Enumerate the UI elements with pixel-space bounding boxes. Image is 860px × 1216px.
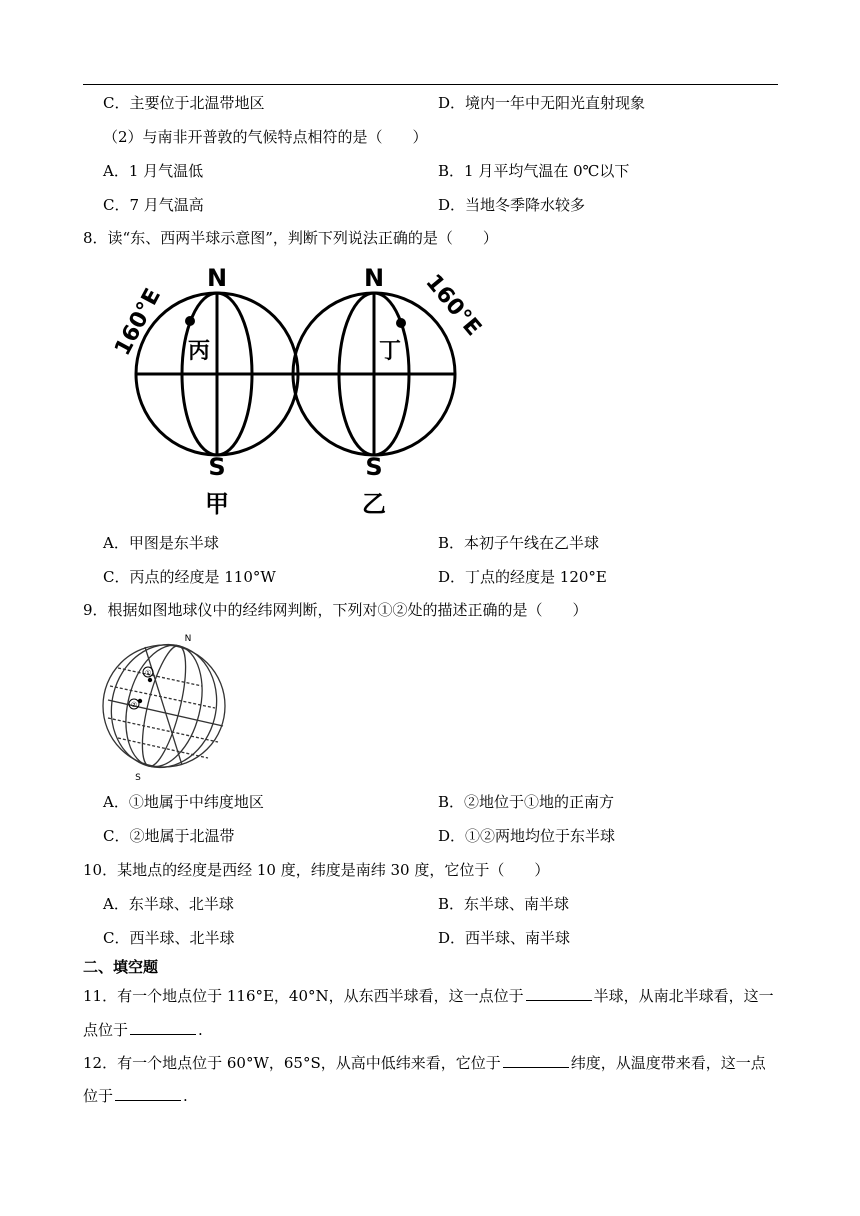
- point-1-label: ①: [144, 669, 152, 677]
- q8-option-c: C．丙点的经度是 110°W: [103, 568, 276, 586]
- q11-text-3: 点位于: [83, 1021, 129, 1039]
- q11-blank-1[interactable]: [526, 986, 592, 1001]
- left-160e-label: 160°E: [110, 284, 167, 360]
- point-1-dot: [148, 678, 152, 682]
- q12-blank-1[interactable]: [503, 1053, 569, 1068]
- q8-stem: 8．读“东、西两半球示意图”，判断下列说法正确的是（ ）: [83, 229, 498, 247]
- q10-option-d: D．西半球、南半球: [438, 929, 571, 947]
- q7-sub2-option-a: A．1 月气温低: [103, 162, 204, 180]
- left-north-label: N: [206, 264, 228, 292]
- q12-text-3: 位于: [83, 1087, 114, 1105]
- header-rule: [83, 84, 778, 85]
- hemispheres-diagram: [100, 262, 490, 524]
- q7-sub2-option-c: C．7 月气温高: [103, 196, 204, 214]
- q7-option-d: D．境内一年中无阳光直射现象: [438, 94, 646, 112]
- section-heading-fill-blank: 二、填空题: [83, 958, 159, 976]
- q7-sub2-option-d: D．当地冬季降水较多: [438, 196, 586, 214]
- q7-sub2-stem: （2）与南非开普敦的气候特点相符的是（ ）: [103, 128, 428, 146]
- q12-line2: [83, 1086, 188, 1106]
- q7-option-c: C．主要位于北温带地区: [103, 94, 265, 112]
- q11-line1: [83, 986, 774, 1006]
- q12-blank-2[interactable]: [115, 1086, 181, 1101]
- q12-text-1: 12．有一个地点位于 60°W，65°S，从高中低纬来看，它位于: [83, 1054, 501, 1072]
- q10-stem: 10．某地点的经度是西经 10 度，纬度是南纬 30 度，它位于（ ）: [83, 861, 550, 879]
- q10-option-b: B．东半球、南半球: [438, 895, 570, 913]
- q11-text-4: .: [198, 1021, 203, 1039]
- q8-option-b: B．本初子午线在乙半球: [438, 534, 600, 552]
- point-ding-dot: [396, 318, 406, 328]
- globe-south-label: S: [135, 773, 141, 782]
- point-ding-label: 丁: [378, 339, 402, 364]
- q8-option-d: D．丁点的经度是 120°E: [438, 568, 607, 586]
- q12-text-2: 纬度，从温度带来看，这一点: [570, 1054, 766, 1072]
- globe-grid-diagram: [98, 628, 230, 782]
- point-bing-label: 丙: [187, 339, 211, 364]
- right-160e-label: 160°E: [420, 269, 486, 341]
- point-bing-dot: [185, 316, 195, 326]
- q7-sub2-option-b: B．1 月平均气温在 0℃以下: [438, 162, 630, 180]
- right-hemisphere-name: 乙: [362, 490, 386, 518]
- q8-option-a: A．甲图是东半球: [103, 534, 219, 552]
- point-2-label: ②: [130, 701, 138, 709]
- right-north-label: N: [363, 264, 385, 292]
- q12-text-4: .: [183, 1087, 188, 1105]
- q11-blank-2[interactable]: [130, 1020, 196, 1035]
- right-south-label: S: [365, 453, 383, 481]
- q9-option-c: C．②地属于北温带: [103, 827, 235, 845]
- q11-text-2: 半球，从南北半球看，这一: [593, 987, 774, 1005]
- q11-line2: [83, 1020, 203, 1040]
- q9-option-a: A．①地属于中纬度地区: [103, 793, 264, 811]
- left-hemisphere-name: 甲: [205, 490, 229, 518]
- globe-north-label: N: [184, 634, 192, 644]
- q9-stem: 9．根据如图地球仪中的经纬网判断，下列对①②处的描述正确的是（ ）: [83, 601, 588, 619]
- q9-option-b: B．②地位于①地的正南方: [438, 793, 615, 811]
- q10-option-c: C．西半球、北半球: [103, 929, 235, 947]
- left-south-label: S: [208, 453, 226, 481]
- q9-option-d: D．①②两地均位于东半球: [438, 827, 616, 845]
- q12-line1: [83, 1053, 766, 1073]
- point-2-dot: [138, 699, 142, 703]
- q10-option-a: A．东半球、北半球: [103, 895, 234, 913]
- q11-text-1: 11．有一个地点位于 116°E，40°N，从东西半球看，这一点位于: [83, 987, 524, 1005]
